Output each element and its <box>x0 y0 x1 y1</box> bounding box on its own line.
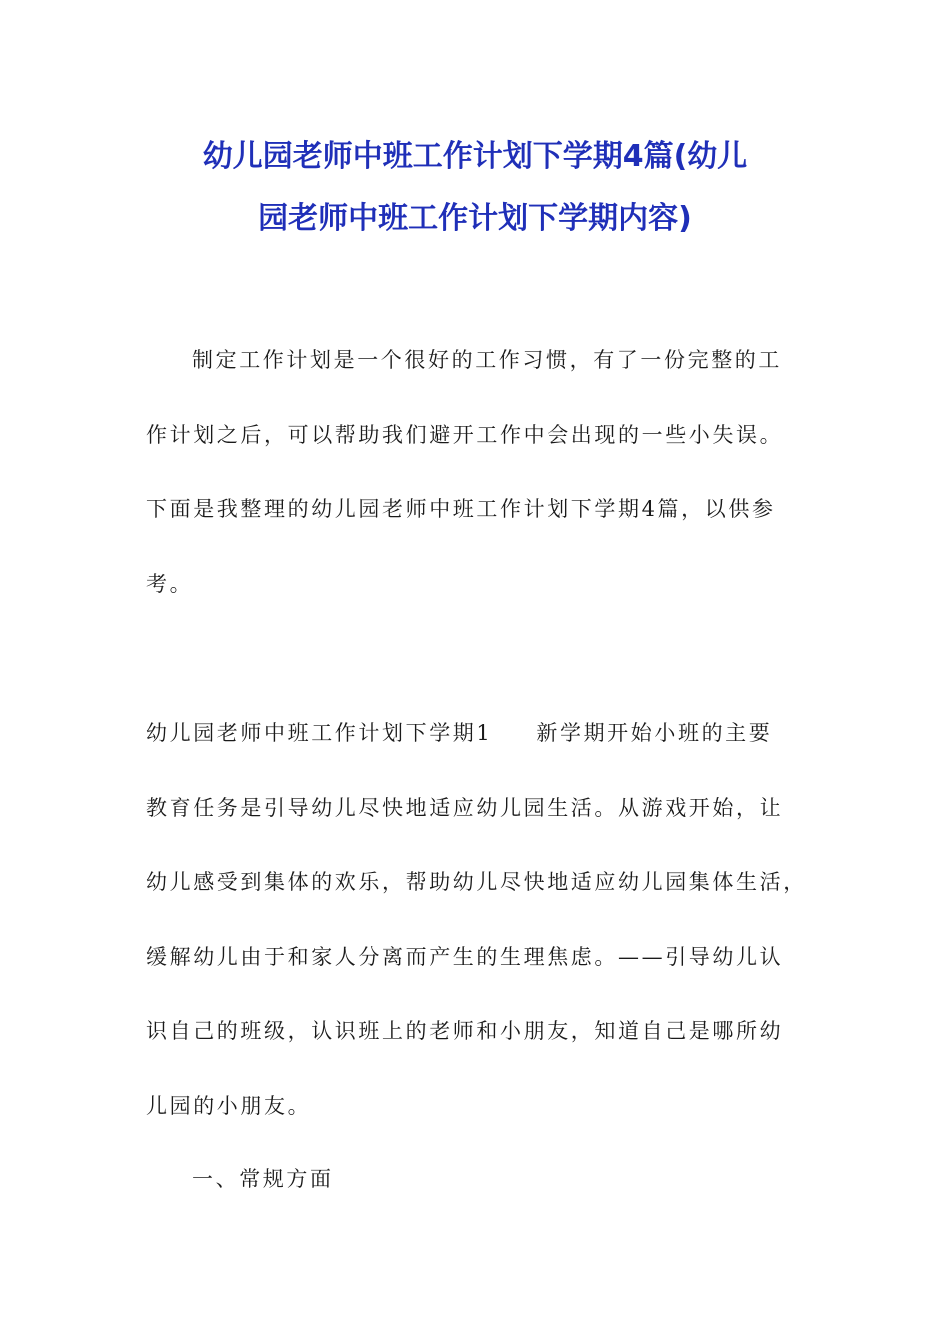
plan-1-heading: 幼儿园老师中班工作计划下学期1 <box>146 721 493 745</box>
plan-1-line-2: 教育任务是引导幼儿尽快地适应幼儿园生活。从游戏开始，让 <box>146 795 784 820</box>
intro-line-4: 考。 <box>146 571 194 596</box>
plan-1-line-4: 缓解幼儿由于和家人分离而产生的生理焦虑。——引导幼儿认 <box>146 944 784 969</box>
intro-line-2: 作计划之后，可以帮助我们避开工作中会出现的一些小失误。 <box>146 422 784 447</box>
document-title <box>100 126 850 250</box>
intro-line-1: 制定工作计划是一个很好的工作习惯，有了一份完整的工 <box>192 348 782 372</box>
section-1-heading-text: 一、常规方面 <box>192 1167 334 1191</box>
title-line-2: 园老师中班工作计划下学期内容) <box>258 201 692 236</box>
intro-paragraph <box>146 323 806 621</box>
intro-line-3: 下面是我整理的幼儿园老师中班工作计划下学期4篇，以供参 <box>146 497 776 521</box>
plan-1-paragraph <box>146 696 806 1143</box>
plan-1-line-3: 幼儿感受到集体的欢乐，帮助幼儿尽快地适应幼儿园集体生活， <box>146 870 807 894</box>
plan-1-first-line <box>146 696 806 771</box>
title-line-1: 幼儿园老师中班工作计划下学期4篇(幼儿 <box>202 139 748 174</box>
plan-1-line-5: 识自己的班级，认识班上的老师和小朋友，知道自己是哪所幼 <box>146 1019 784 1043</box>
plan-1-first-text: 新学期开始小班的主要 <box>536 721 773 745</box>
plan-1-line-6: 儿园的小朋友。 <box>146 1093 312 1118</box>
section-1-heading <box>146 1142 806 1217</box>
